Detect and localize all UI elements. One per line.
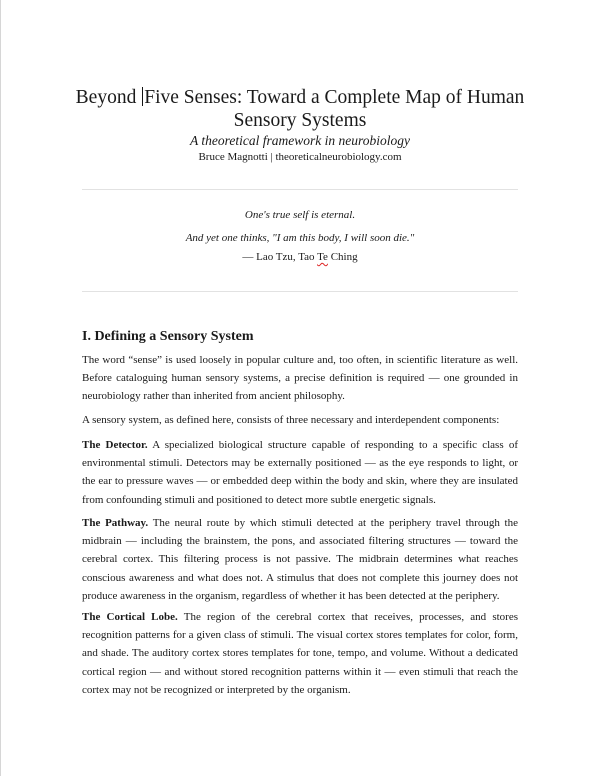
detector-text[interactable]: A specialized biological structure capable of responding to a specific class of environmental stimuli. Detectors may be externally positioned — as the eye responds to light, or the ear to pressure waves — or embedded deep within the body and skin, where they are insulated from confounding stimuli and positioned to detect more subtle energetic signals. <box>82 439 518 506</box>
epigraph-line-1[interactable]: One's true self is eternal. <box>244 209 356 221</box>
cortical-lobe-term[interactable]: The Cortical Lobe. <box>82 611 178 623</box>
attribution-text[interactable]: — Lao Tzu, Tao <box>242 251 318 263</box>
divider-bottom <box>82 291 518 292</box>
pathway-text[interactable]: The neural route by which stimuli detected at the periphery travel through the midbrain — including the brainstem, the pons, and associated filtering structures — toward the cerebral cortex. This filtering process is not passive. The midbrain determines what reaches conscious awareness and what does not. A stimulus that does not complete this journey does not produce awareness in the organism, regardless of whether it has been detected at the periphery. <box>82 517 518 602</box>
title-text-after-cursor[interactable]: Five Senses: Toward a Complete Map of Human Sensory Systems <box>144 87 525 131</box>
spellcheck-flagged-word[interactable]: Te <box>317 251 328 263</box>
cortical-lobe-paragraph[interactable] <box>82 608 518 699</box>
epigraph-attribution[interactable] <box>82 251 518 263</box>
intro-paragraph[interactable]: The word “sense” is used loosely in popular culture and, too often, in scientific literature as well. Before cataloguing human sensory systems, a precise definition is required — one grounded in neurobiology rather than inherited from ancient philosophy. <box>82 354 518 403</box>
title-text-before-cursor[interactable]: Beyond <box>75 87 142 108</box>
author-byline[interactable]: Bruce Magnotti | theoreticalneurobiology.com <box>198 151 402 163</box>
detector-paragraph[interactable] <box>82 436 518 509</box>
detector-term[interactable]: The Detector. <box>82 439 148 451</box>
epigraph-line-2[interactable]: And yet one thinks, "I am this body, I will soon die." <box>185 232 415 244</box>
document-title[interactable] <box>70 86 530 132</box>
definition-paragraph[interactable]: A sensory system, as defined here, consists of three necessary and interdependent components: <box>82 414 500 426</box>
cortical-lobe-text[interactable]: The region of the cerebral cortex that receives, processes, and stores recognition patterns for a given class of stimuli. The visual cortex stores templates for color, form, and shade. The auditory cortex stores templates for tone, tempo, and volume. Without a dedicated cortical region — and without stored recognition patterns within it — even stimuli that reach the cortex may not be recognized or interpreted by the organism. <box>82 611 518 696</box>
attribution-text-end[interactable]: Ching <box>327 251 358 263</box>
section-heading[interactable]: I. Defining a Sensory System <box>82 329 254 344</box>
pathway-paragraph[interactable] <box>82 514 518 605</box>
pathway-term[interactable]: The Pathway. <box>82 517 149 529</box>
divider-top <box>82 189 518 190</box>
document-subtitle[interactable]: A theoretical framework in neurobiology <box>190 133 410 148</box>
